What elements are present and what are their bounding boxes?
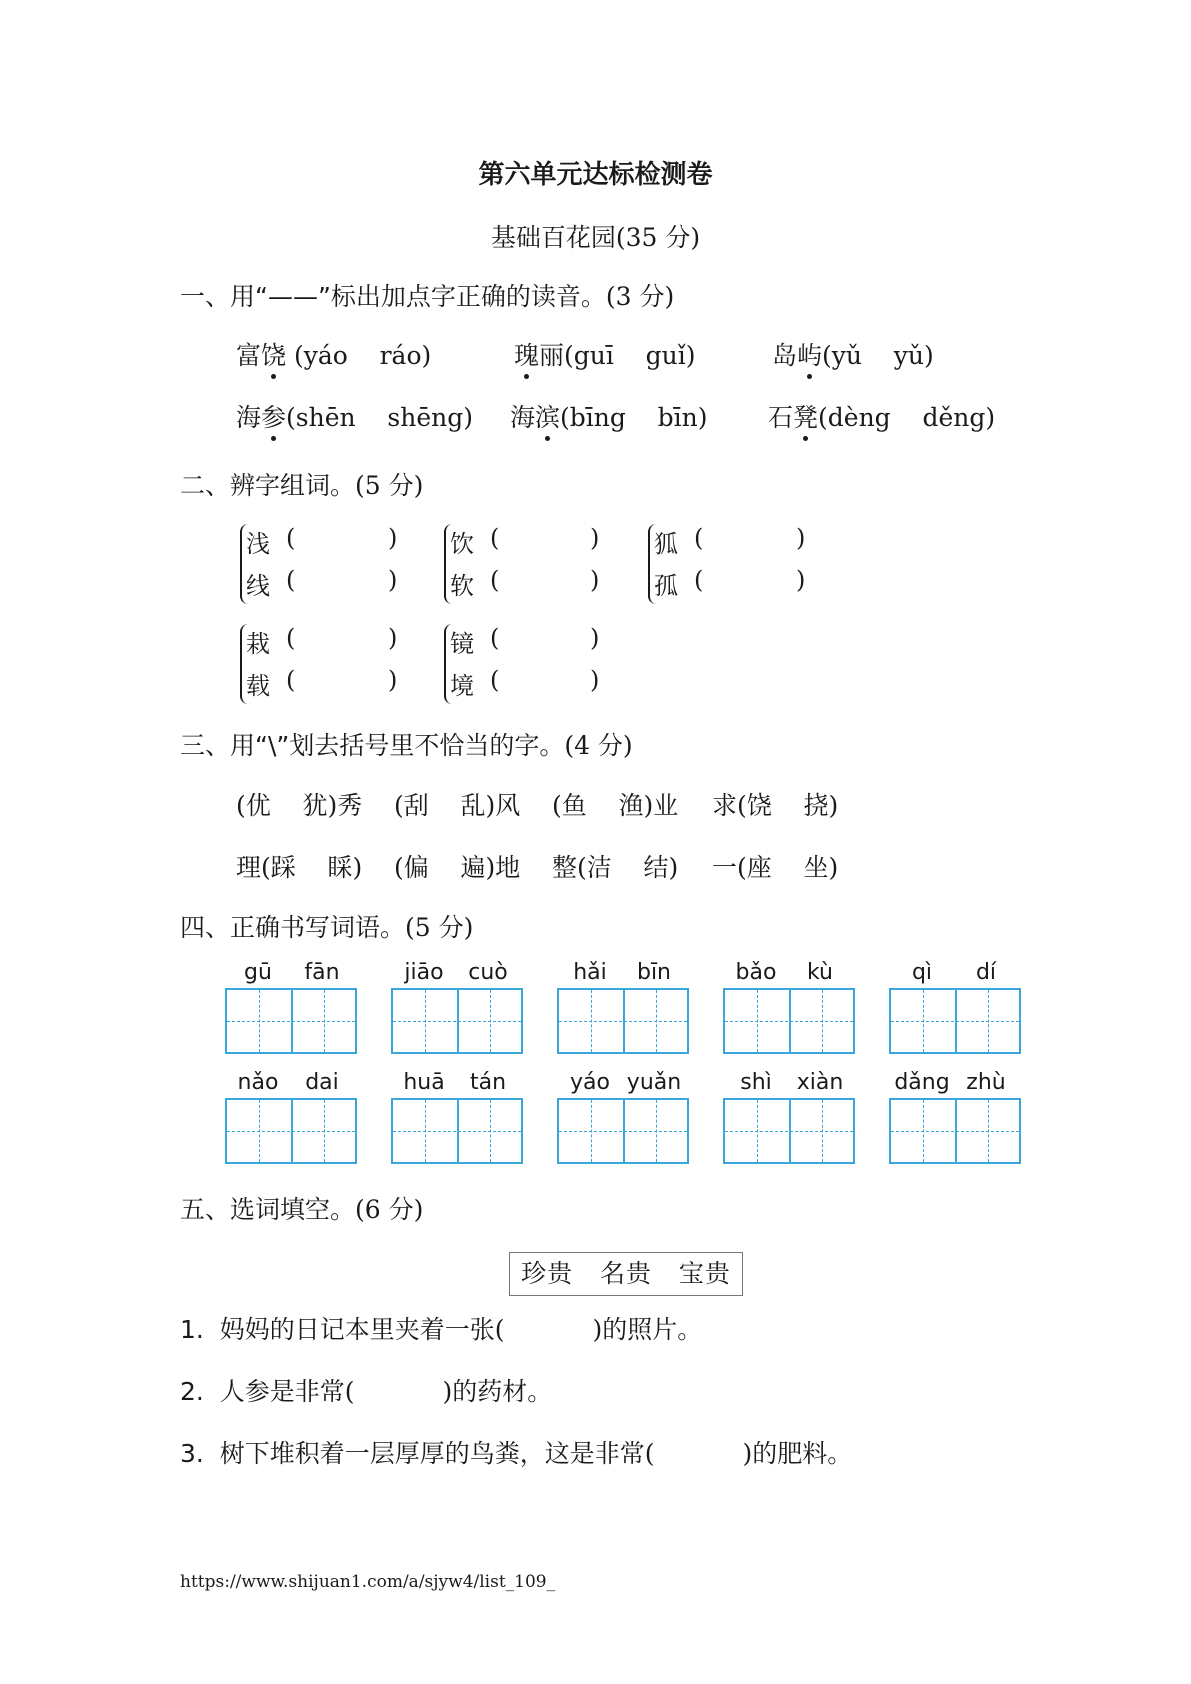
answer-paren[interactable]: ( <box>286 666 296 694</box>
q3-option[interactable]: 理(踩 睬) <box>236 853 363 882</box>
q3-option[interactable]: (刮 乱)风 <box>394 791 521 820</box>
pair-word: 境 <box>450 672 474 700</box>
q5-sentence: 3. 树下堆积着一层厚厚的鸟粪，这是非常( )的肥料。 <box>180 1439 853 1468</box>
writing-grid[interactable] <box>723 1098 855 1164</box>
q2-heading: 二、辨字组词。(5 分) <box>180 471 424 500</box>
pair-word: 镜 <box>450 630 474 658</box>
answer-paren[interactable]: ( <box>286 566 296 594</box>
answer-paren: ) <box>590 624 600 652</box>
footer-url[interactable]: https://www.shijuan1.com/a/sjyw4/list_109_ <box>180 1572 556 1592</box>
answer-paren: ) <box>590 524 600 552</box>
answer-paren: ) <box>796 566 806 594</box>
pinyin-label: xiàn <box>796 1070 844 1095</box>
q3-option[interactable]: 一(座 坐) <box>712 853 839 882</box>
pinyin-label: qì <box>911 960 933 985</box>
answer-paren[interactable]: ( <box>490 566 500 594</box>
q3-option[interactable]: (优 犹)秀 <box>236 791 363 820</box>
page-subtitle: 基础百花园(35 分) <box>490 223 701 252</box>
q1-heading: 一、用“——”标出加点字正确的读音。(3 分) <box>180 282 675 311</box>
page-title: 第六单元达标检测卷 <box>478 160 713 190</box>
pinyin-label: shì <box>740 1070 772 1095</box>
pinyin-label: zhù <box>966 1070 1006 1095</box>
writing-grid[interactable] <box>557 1098 689 1164</box>
pinyin-label: dí <box>975 960 997 985</box>
pair-word: 线 <box>246 572 270 600</box>
answer-paren[interactable]: ( <box>490 524 500 552</box>
pinyin-label: bīn <box>636 960 672 985</box>
answer-paren[interactable]: ( <box>694 524 704 552</box>
pair-word: 软 <box>450 572 474 600</box>
pair-word: 孤 <box>654 572 678 600</box>
answer-paren[interactable]: ( <box>490 666 500 694</box>
answer-paren: ) <box>590 566 600 594</box>
q1-item: 瑰丽(guī guǐ) <box>514 336 696 372</box>
writing-grid[interactable] <box>557 988 689 1054</box>
pair-word: 载 <box>246 672 270 700</box>
pinyin-label: yuǎn <box>626 1070 682 1095</box>
pinyin-label: tán <box>469 1070 507 1095</box>
pinyin-label: bǎo <box>735 960 777 985</box>
q5-heading: 五、选词填空。(6 分) <box>180 1195 424 1224</box>
q5-sentence: 2. 人参是非常( )的药材。 <box>180 1377 553 1406</box>
answer-paren: ) <box>388 524 398 552</box>
answer-paren: ) <box>388 624 398 652</box>
answer-paren[interactable]: ( <box>490 624 500 652</box>
writing-grid[interactable] <box>391 1098 523 1164</box>
writing-grid[interactable] <box>225 1098 357 1164</box>
answer-paren[interactable]: ( <box>286 524 296 552</box>
q3-option[interactable]: (偏 遍)地 <box>394 853 521 882</box>
writing-grid[interactable] <box>225 988 357 1054</box>
writing-grid[interactable] <box>889 1098 1021 1164</box>
q4-heading: 四、正确书写词语。(5 分) <box>180 913 474 942</box>
q1-item: 海参(shēn shēng) <box>236 398 473 434</box>
writing-grid[interactable] <box>723 988 855 1054</box>
answer-paren: ) <box>388 666 398 694</box>
pair-word: 饮 <box>450 530 474 558</box>
pinyin-label: dǎng <box>894 1070 950 1095</box>
pinyin-label: cuò <box>468 960 508 985</box>
pair-word: 栽 <box>246 630 270 658</box>
word-choice-box: 珍贵 名贵 宝贵 <box>509 1252 743 1296</box>
pair-word: 狐 <box>654 530 678 558</box>
q3-heading: 三、用“\”划去括号里不恰当的字。(4 分) <box>180 731 633 760</box>
answer-paren: ) <box>388 566 398 594</box>
pinyin-label: nǎo <box>237 1070 279 1095</box>
q3-option[interactable]: 整(洁 结) <box>552 853 679 882</box>
answer-paren: ) <box>590 666 600 694</box>
q1-item: 岛屿(yǔ yǔ) <box>772 336 934 372</box>
pair-word: 浅 <box>246 530 270 558</box>
q3-option[interactable]: 求(饶 挠) <box>712 791 839 820</box>
pinyin-label: hǎi <box>573 960 607 985</box>
answer-paren[interactable]: ( <box>694 566 704 594</box>
q3-option[interactable]: (鱼 渔)业 <box>552 791 679 820</box>
writing-grid[interactable] <box>391 988 523 1054</box>
pinyin-label: yáo <box>570 1070 610 1095</box>
q5-sentence: 1. 妈妈的日记本里夹着一张( )的照片。 <box>180 1315 703 1344</box>
q1-item: 石凳(dèng děng) <box>768 398 995 434</box>
q1-item: 海滨(bīng bīn) <box>510 398 708 434</box>
q1-item: 富饶 (yáo ráo) <box>236 336 431 372</box>
pinyin-label: fān <box>304 960 340 985</box>
pinyin-label: gū <box>244 960 272 985</box>
pinyin-label: kù <box>806 960 833 985</box>
pinyin-label: jiāo <box>404 960 444 985</box>
answer-paren: ) <box>796 524 806 552</box>
pinyin-label: huā <box>403 1070 445 1095</box>
writing-grid[interactable] <box>889 988 1021 1054</box>
answer-paren[interactable]: ( <box>286 624 296 652</box>
pinyin-label: dai <box>305 1070 339 1095</box>
